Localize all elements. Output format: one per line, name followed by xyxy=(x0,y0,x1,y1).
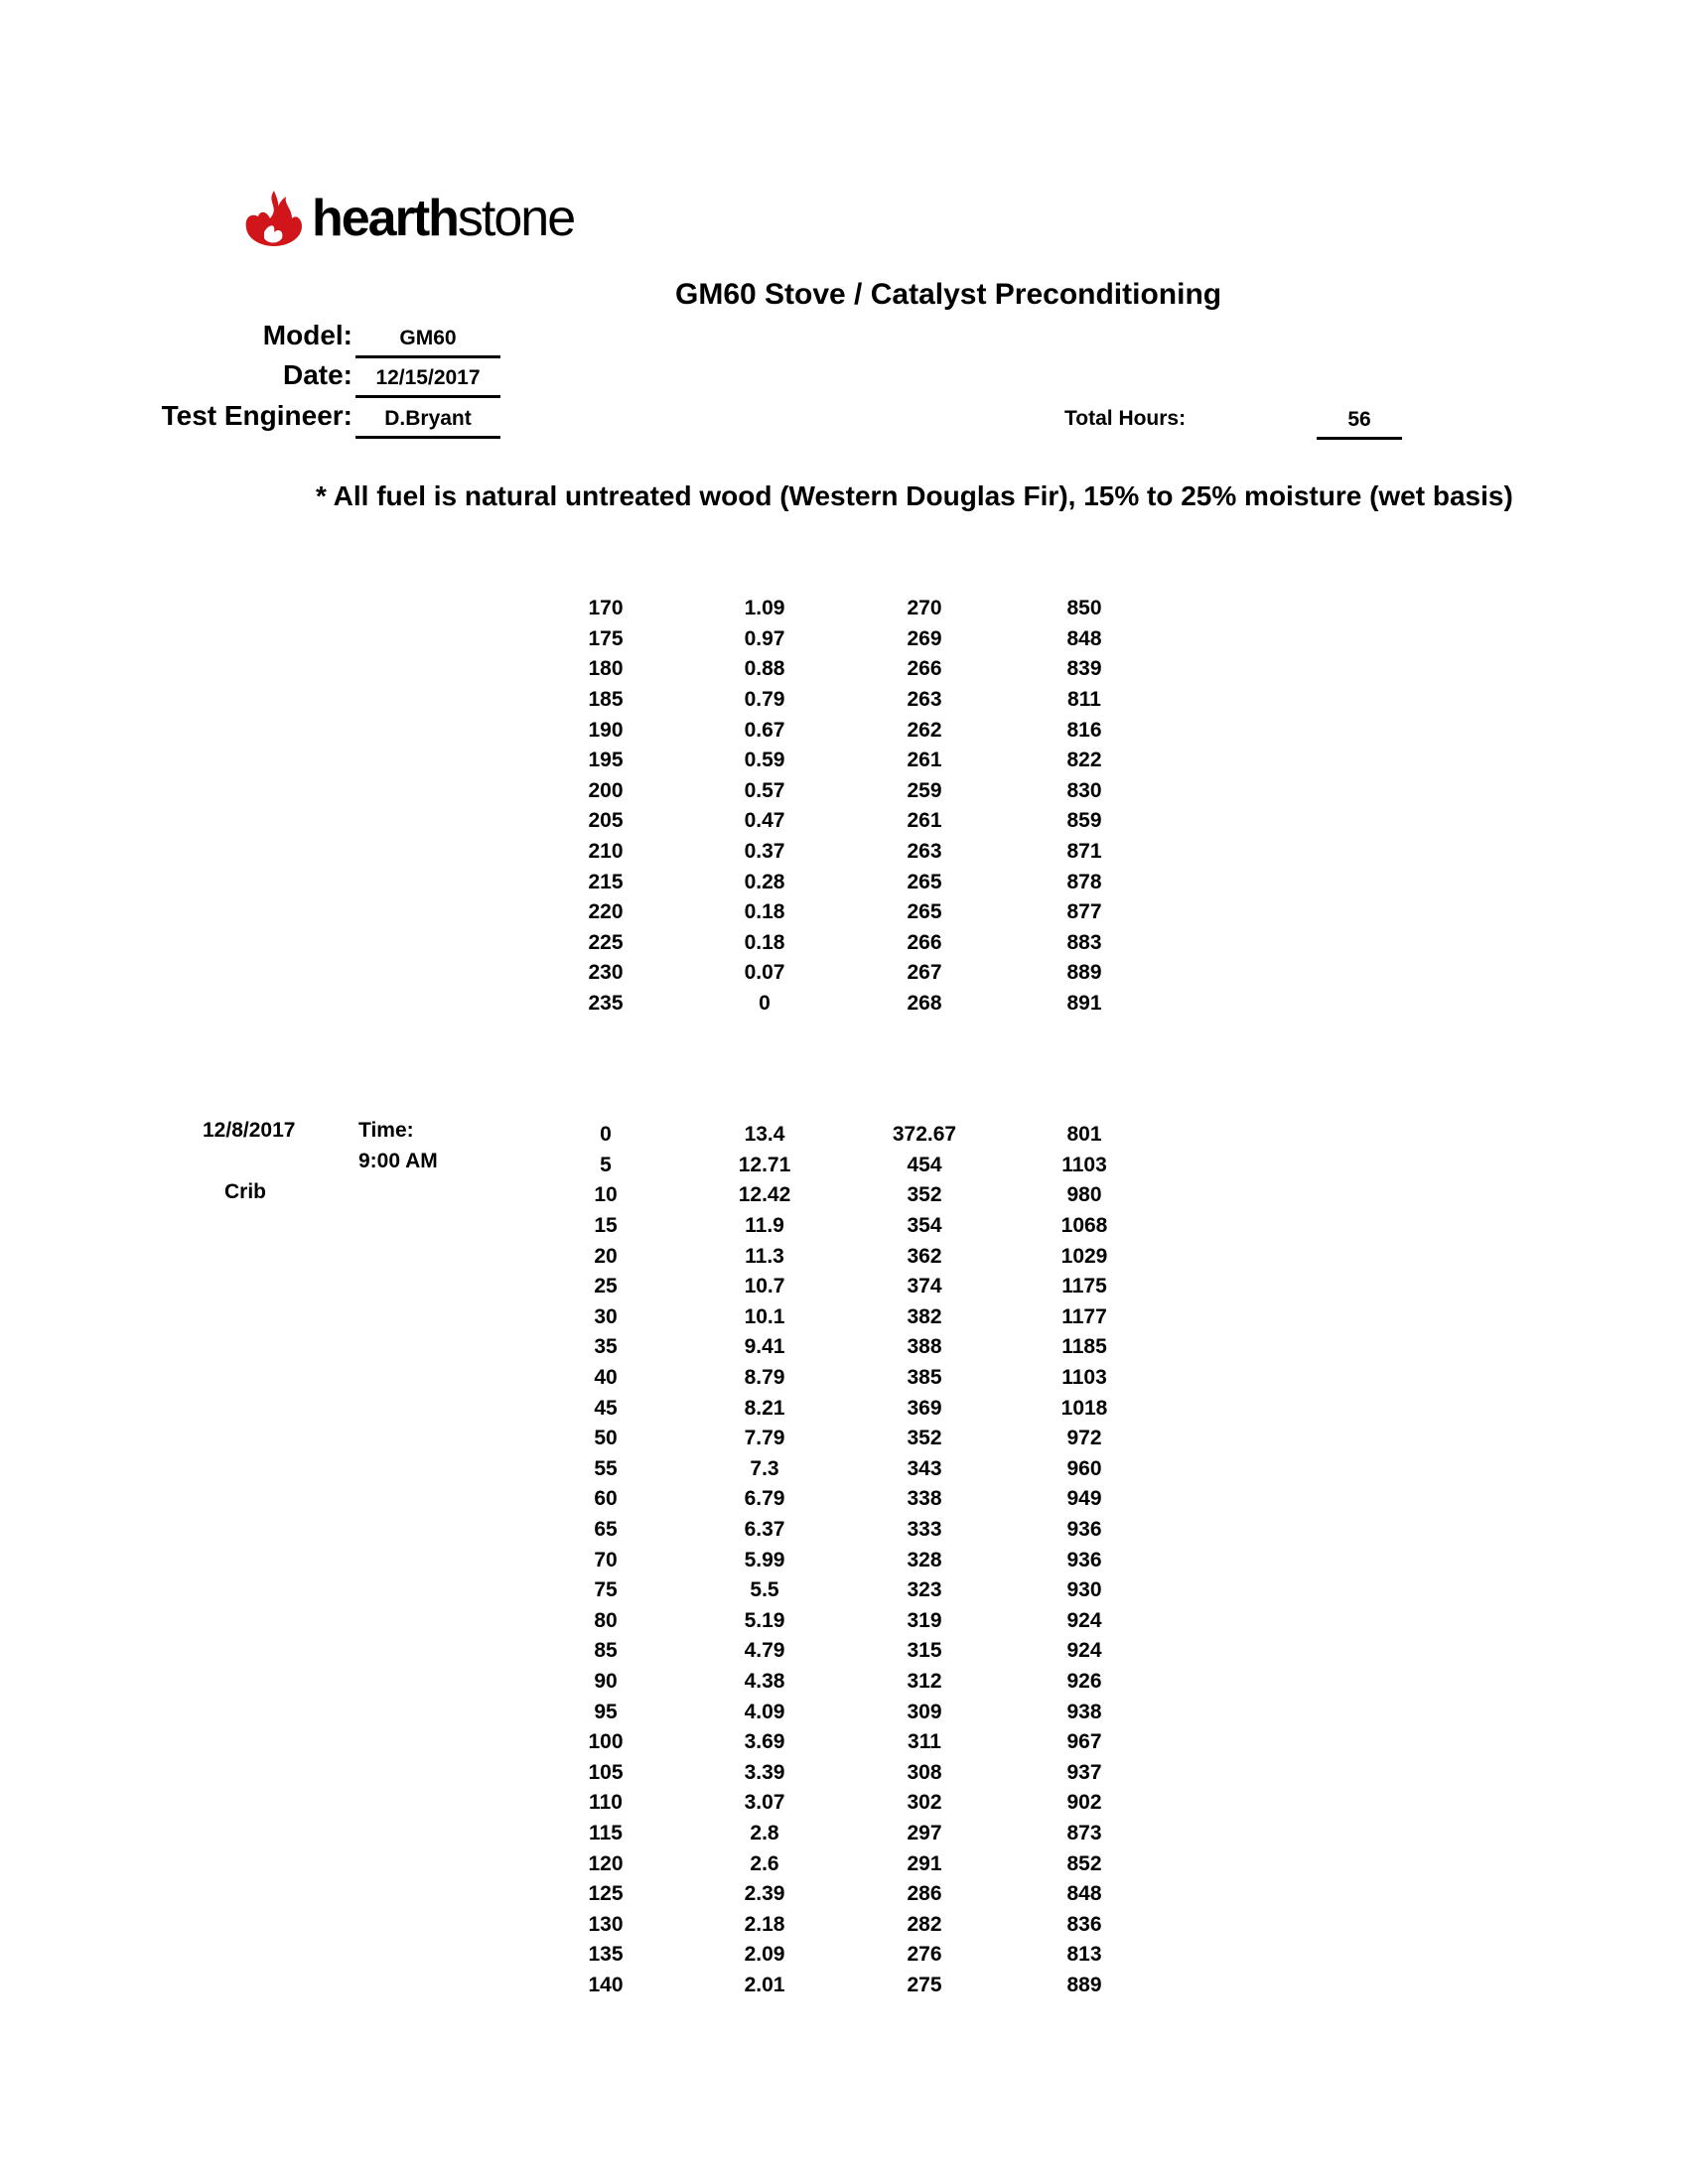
table-cell: 5.19 xyxy=(744,1608,785,1632)
table-row xyxy=(516,1424,1154,1454)
table-cell: 0.97 xyxy=(744,626,785,650)
table-cell: 286 xyxy=(907,1882,942,1906)
table-cell: 873 xyxy=(1066,1821,1102,1844)
table-cell: 170 xyxy=(588,597,624,620)
table-cell: 262 xyxy=(907,718,942,742)
table-cell: 1103 xyxy=(1061,1366,1107,1390)
test-engineer-label: Test Engineer: xyxy=(161,400,352,431)
table-cell: 8.79 xyxy=(744,1366,785,1390)
table-row xyxy=(516,624,1154,655)
table-cell: 100 xyxy=(588,1730,624,1754)
table-cell: 369 xyxy=(907,1396,942,1420)
table-row xyxy=(516,1697,1154,1727)
table-cell: 40 xyxy=(594,1366,618,1390)
table-cell: 6.79 xyxy=(744,1487,785,1511)
table-cell: 135 xyxy=(588,1943,624,1967)
table-cell: 110 xyxy=(589,1791,623,1815)
table-cell: 388 xyxy=(907,1335,942,1359)
data-table-top xyxy=(516,594,1154,1019)
flame-icon xyxy=(240,189,308,250)
table-cell: 263 xyxy=(907,840,942,864)
table-cell: 235 xyxy=(588,992,624,1016)
table-cell: 125 xyxy=(588,1882,624,1906)
table-cell: 200 xyxy=(588,778,624,802)
table-cell: 362 xyxy=(907,1244,942,1268)
table-row xyxy=(516,1180,1154,1211)
table-cell: 1068 xyxy=(1060,1214,1108,1238)
table-cell: 180 xyxy=(588,657,624,681)
table-cell: 270 xyxy=(907,597,942,620)
table-cell: 0.37 xyxy=(744,840,785,864)
table-row xyxy=(516,1272,1154,1302)
table-cell: 836 xyxy=(1066,1912,1102,1936)
table-cell: 6.37 xyxy=(744,1518,785,1542)
table-row xyxy=(516,1636,1154,1667)
table-cell: 12.42 xyxy=(738,1183,791,1207)
table-cell: 822 xyxy=(1066,749,1102,772)
brand-wordmark: hearthstone xyxy=(312,190,575,247)
table-cell: 0.88 xyxy=(744,657,785,681)
table-row xyxy=(516,1757,1154,1788)
table-cell: 309 xyxy=(907,1700,942,1723)
table-cell: 328 xyxy=(907,1548,942,1571)
table-cell: 282 xyxy=(907,1912,942,1936)
table-cell: 80 xyxy=(594,1608,618,1632)
table-row xyxy=(516,1211,1154,1242)
table-cell: 0.47 xyxy=(744,809,785,833)
table-cell: 50 xyxy=(594,1427,618,1450)
table-cell: 315 xyxy=(907,1639,942,1663)
date-value: 12/15/2017 xyxy=(355,361,500,398)
table-cell: 1185 xyxy=(1061,1335,1107,1359)
table-cell: 852 xyxy=(1066,1851,1102,1875)
table-cell: 8.21 xyxy=(744,1396,785,1420)
table-row xyxy=(516,989,1154,1020)
table-cell: 220 xyxy=(588,900,624,924)
table-cell: 9.41 xyxy=(744,1335,785,1359)
table-cell: 1.09 xyxy=(744,597,785,620)
table-row xyxy=(516,1667,1154,1698)
table-cell: 2.09 xyxy=(744,1943,785,1967)
table-cell: 15 xyxy=(594,1214,618,1238)
table-cell: 877 xyxy=(1066,900,1102,924)
table-cell: 45 xyxy=(594,1396,618,1420)
table-cell: 936 xyxy=(1066,1518,1102,1542)
table-cell: 210 xyxy=(588,840,624,864)
table-row xyxy=(516,1727,1154,1758)
table-cell: 195 xyxy=(588,749,624,772)
table-cell: 25 xyxy=(594,1275,618,1298)
table-row xyxy=(516,958,1154,989)
page-title: GM60 Stove / Catalyst Preconditioning xyxy=(675,278,1222,311)
table-cell: 0 xyxy=(600,1123,612,1147)
test-engineer-value: D.Bryant xyxy=(355,402,500,439)
table-cell: 1177 xyxy=(1061,1304,1107,1328)
table-cell: 3.39 xyxy=(744,1760,785,1784)
table-cell: 261 xyxy=(907,749,942,772)
table-cell: 130 xyxy=(588,1912,624,1936)
table-cell: 871 xyxy=(1066,840,1102,864)
table-cell: 967 xyxy=(1066,1730,1102,1754)
table-row xyxy=(516,1788,1154,1819)
table-cell: 354 xyxy=(907,1214,942,1238)
table-cell: 0.18 xyxy=(744,930,785,954)
table-cell: 312 xyxy=(907,1669,942,1693)
table-cell: 7.79 xyxy=(744,1427,785,1450)
table-row xyxy=(516,1545,1154,1575)
table-cell: 1103 xyxy=(1061,1153,1107,1176)
table-row xyxy=(516,1393,1154,1424)
table-row xyxy=(516,1606,1154,1637)
table-cell: 937 xyxy=(1066,1760,1102,1784)
table-cell: 2.6 xyxy=(750,1851,779,1875)
table-cell: 3.07 xyxy=(744,1791,785,1815)
table-row xyxy=(516,806,1154,837)
table-row xyxy=(516,1909,1154,1940)
table-cell: 175 xyxy=(588,626,624,650)
table-cell: 4.09 xyxy=(744,1700,785,1723)
table-row xyxy=(516,1515,1154,1546)
table-cell: 4.79 xyxy=(744,1639,785,1663)
table-row xyxy=(516,897,1154,928)
table-cell: 883 xyxy=(1066,930,1102,954)
run-date: 12/8/2017 xyxy=(203,1119,296,1142)
table-row xyxy=(516,867,1154,897)
table-cell: 230 xyxy=(588,961,624,985)
table-cell: 95 xyxy=(594,1700,618,1723)
model-label: Model: xyxy=(262,320,352,350)
table-cell: 2.39 xyxy=(744,1882,785,1906)
table-cell: 115 xyxy=(589,1821,623,1844)
table-cell: 267 xyxy=(907,961,942,985)
table-cell: 75 xyxy=(594,1578,618,1602)
table-cell: 949 xyxy=(1066,1487,1102,1511)
table-cell: 0 xyxy=(759,992,771,1016)
table-cell: 338 xyxy=(907,1487,942,1511)
fuel-note: * All fuel is natural untreated wood (Western Douglas Fir), 15% to 25% moisture (wet basis) xyxy=(316,480,1513,511)
table-cell: 0.59 xyxy=(744,749,785,772)
table-cell: 0.07 xyxy=(744,961,785,985)
table-cell: 205 xyxy=(588,809,624,833)
brand-logo xyxy=(240,189,578,258)
table-row xyxy=(516,1363,1154,1394)
table-cell: 140 xyxy=(588,1973,624,1996)
table-cell: 268 xyxy=(907,992,942,1016)
table-cell: 120 xyxy=(588,1851,624,1875)
table-cell: 275 xyxy=(907,1973,942,1996)
table-cell: 2.01 xyxy=(744,1973,785,1996)
time-value: 9:00 AM xyxy=(358,1150,438,1172)
table-cell: 5.99 xyxy=(744,1548,785,1571)
table-cell: 90 xyxy=(594,1669,618,1693)
table-cell: 266 xyxy=(907,930,942,954)
table-row xyxy=(516,1454,1154,1485)
table-cell: 225 xyxy=(588,930,624,954)
table-cell: 889 xyxy=(1066,1973,1102,1996)
table-cell: 266 xyxy=(907,657,942,681)
table-cell: 938 xyxy=(1066,1700,1102,1723)
table-row xyxy=(516,1484,1154,1515)
table-row xyxy=(516,1332,1154,1363)
table-cell: 352 xyxy=(907,1183,942,1207)
table-cell: 3.69 xyxy=(744,1730,785,1754)
table-row xyxy=(516,1879,1154,1910)
table-row xyxy=(516,1848,1154,1879)
table-row xyxy=(516,1971,1154,2001)
data-table-bottom xyxy=(516,1120,1154,2000)
table-cell: 10.1 xyxy=(744,1304,785,1328)
table-cell: 35 xyxy=(594,1335,618,1359)
table-cell: 382 xyxy=(907,1304,942,1328)
table-cell: 60 xyxy=(594,1487,618,1511)
total-hours-label: Total Hours: xyxy=(1064,407,1187,430)
table-row xyxy=(516,1302,1154,1333)
table-cell: 2.8 xyxy=(750,1821,779,1844)
table-cell: 185 xyxy=(588,688,624,712)
table-cell: 297 xyxy=(907,1821,942,1844)
table-cell: 801 xyxy=(1066,1123,1102,1147)
table-cell: 1018 xyxy=(1060,1396,1108,1420)
table-cell: 372.67 xyxy=(892,1123,957,1147)
table-row xyxy=(516,1940,1154,1971)
table-row xyxy=(516,837,1154,868)
table-cell: 7.3 xyxy=(750,1456,779,1480)
table-row xyxy=(516,715,1154,746)
table-cell: 848 xyxy=(1066,1882,1102,1906)
table-cell: 85 xyxy=(594,1639,618,1663)
table-cell: 12.71 xyxy=(738,1153,791,1176)
table-cell: 385 xyxy=(907,1366,942,1390)
table-cell: 972 xyxy=(1066,1427,1102,1450)
table-cell: 13.4 xyxy=(744,1123,785,1147)
table-row xyxy=(516,1575,1154,1606)
table-cell: 859 xyxy=(1066,809,1102,833)
total-hours-value: 56 xyxy=(1317,403,1402,440)
table-cell: 5.5 xyxy=(750,1578,779,1602)
table-cell: 5 xyxy=(600,1153,612,1176)
table-row xyxy=(516,776,1154,807)
table-cell: 11.9 xyxy=(745,1214,784,1238)
table-cell: 889 xyxy=(1066,961,1102,985)
table-cell: 269 xyxy=(907,626,942,650)
table-cell: 263 xyxy=(907,688,942,712)
table-cell: 816 xyxy=(1066,718,1102,742)
table-cell: 924 xyxy=(1066,1639,1102,1663)
table-cell: 10 xyxy=(594,1183,618,1207)
table-cell: 830 xyxy=(1066,778,1102,802)
table-cell: 924 xyxy=(1066,1608,1102,1632)
table-cell: 190 xyxy=(588,718,624,742)
table-cell: 0.18 xyxy=(744,900,785,924)
table-cell: 30 xyxy=(594,1304,618,1328)
table-cell: 308 xyxy=(907,1760,942,1784)
table-cell: 20 xyxy=(594,1244,618,1268)
table-cell: 926 xyxy=(1066,1669,1102,1693)
table-cell: 276 xyxy=(907,1943,942,1967)
table-row xyxy=(516,1819,1154,1849)
date-label: Date: xyxy=(282,359,352,390)
table-cell: 302 xyxy=(907,1791,942,1815)
table-cell: 848 xyxy=(1066,626,1102,650)
table-cell: 850 xyxy=(1066,597,1102,620)
table-row xyxy=(516,928,1154,959)
table-cell: 65 xyxy=(594,1518,618,1542)
model-value: GM60 xyxy=(355,322,500,358)
table-cell: 891 xyxy=(1066,992,1102,1016)
table-cell: 839 xyxy=(1066,657,1102,681)
table-cell: 343 xyxy=(907,1456,942,1480)
table-cell: 0.67 xyxy=(744,718,785,742)
table-cell: 813 xyxy=(1066,1943,1102,1967)
table-row xyxy=(516,594,1154,624)
table-cell: 454 xyxy=(907,1153,942,1176)
table-row xyxy=(516,1241,1154,1272)
table-cell: 311 xyxy=(908,1730,941,1754)
table-row xyxy=(516,1151,1154,1181)
table-cell: 930 xyxy=(1066,1578,1102,1602)
table-cell: 352 xyxy=(907,1427,942,1450)
table-cell: 11.3 xyxy=(745,1244,784,1268)
table-cell: 105 xyxy=(588,1760,624,1784)
table-row xyxy=(516,746,1154,776)
table-cell: 374 xyxy=(907,1275,942,1298)
table-cell: 902 xyxy=(1066,1791,1102,1815)
table-cell: 980 xyxy=(1066,1183,1102,1207)
table-cell: 10.7 xyxy=(744,1275,785,1298)
table-cell: 0.28 xyxy=(744,870,785,893)
table-cell: 936 xyxy=(1066,1548,1102,1571)
table-row xyxy=(516,685,1154,716)
table-row xyxy=(516,654,1154,685)
table-cell: 291 xyxy=(907,1851,942,1875)
table-cell: 878 xyxy=(1066,870,1102,893)
table-cell: 323 xyxy=(907,1578,942,1602)
time-label: Time: xyxy=(358,1119,414,1142)
table-cell: 265 xyxy=(907,870,942,893)
table-cell: 261 xyxy=(907,809,942,833)
table-cell: 333 xyxy=(907,1518,942,1542)
table-row xyxy=(516,1120,1154,1151)
table-cell: 1029 xyxy=(1060,1244,1108,1268)
load-type: Crib xyxy=(224,1180,266,1203)
table-cell: 259 xyxy=(907,778,942,802)
table-cell: 2.18 xyxy=(744,1912,785,1936)
table-cell: 70 xyxy=(594,1548,618,1571)
table-cell: 960 xyxy=(1066,1456,1102,1480)
table-cell: 1175 xyxy=(1061,1275,1107,1298)
table-cell: 811 xyxy=(1067,688,1101,712)
table-cell: 215 xyxy=(588,870,624,893)
table-cell: 0.79 xyxy=(744,688,785,712)
table-cell: 319 xyxy=(907,1608,942,1632)
table-cell: 265 xyxy=(907,900,942,924)
table-cell: 55 xyxy=(594,1456,618,1480)
table-cell: 4.38 xyxy=(744,1669,785,1693)
table-cell: 0.57 xyxy=(744,778,785,802)
